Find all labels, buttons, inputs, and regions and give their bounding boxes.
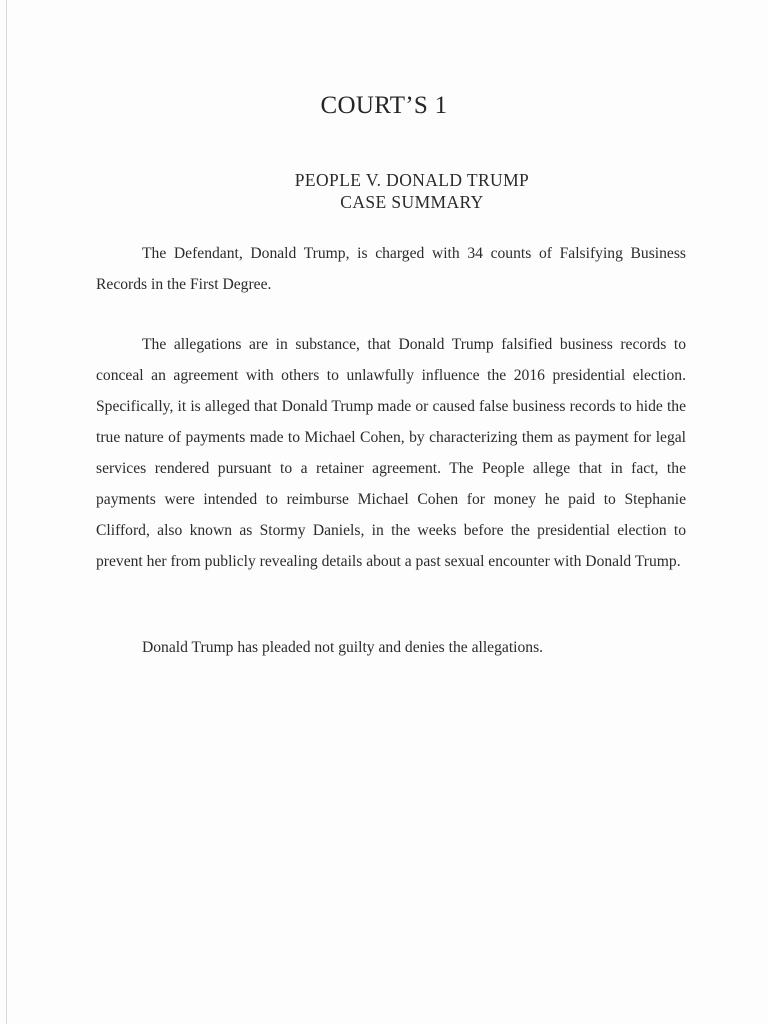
document-title: COURT’S 1	[320, 92, 448, 119]
paragraph-allegations: The allegations are in substance, that Donald Trump falsified business records to conceal an agreement with others to unlawfully influence the 2016 presidential election. Specifically, it is alleged that Donald Trump made or caused false business records to hide the true nature of payments made to Michael Cohen, by characterizing them as payment for legal services rendered pursuant to a retainer agreement. The People allege that in fact, the payments were intended to reimburse Michael Cohen for money he paid to Stephanie Clifford, also known as Stormy Daniels, in the weeks before the presidential election to prevent her from publicly revealing details about a past sexual encounter with Donald Trump.	[96, 336, 686, 570]
paragraph-plea: Donald Trump has pleaded not guilty and denies the allegations.	[142, 639, 544, 656]
paragraph-charges: The Defendant, Donald Trump, is charged with 34 counts of Falsifying Business Records in the First Degree.	[96, 245, 686, 293]
case-name: PEOPLE V. DONALD TRUMP	[294, 170, 530, 190]
page-edge-line	[6, 0, 7, 1024]
document-type: CASE SUMMARY	[340, 192, 484, 212]
